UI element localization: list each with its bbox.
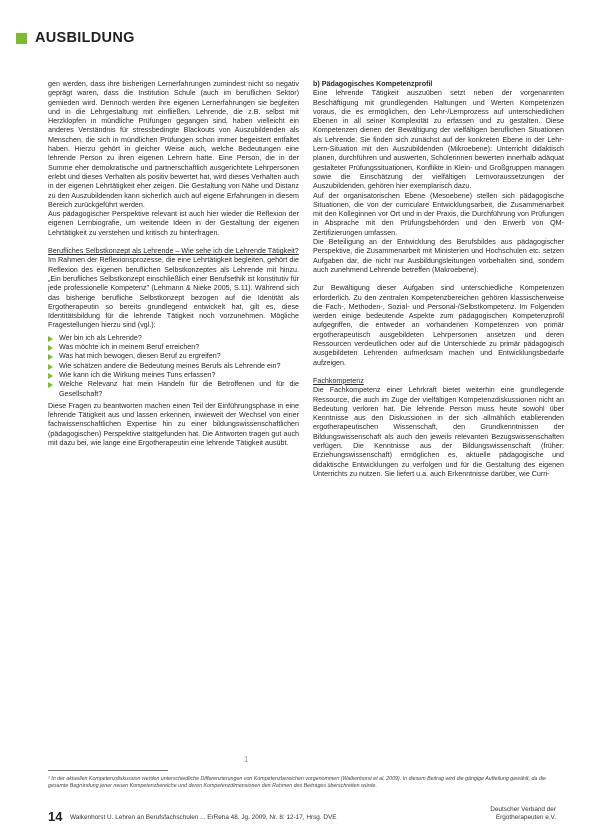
list-item: Wer bin ich als Lehrende? xyxy=(48,334,299,343)
triangle-bullet-icon xyxy=(48,364,53,370)
footnote-divider xyxy=(48,770,168,771)
association-name: Deutscher Verband der Ergotherapeuten e.V. xyxy=(490,806,556,821)
right-paragraph-5: Die Fachkompetenz einer Lehrkraft bietet weiterhin eine grundlegende Ressource, die auch im Zuge der vielfältigen Kompetenzdiskussionen nicht an Bedeutung verloren hat. Die lehrende Person muss heute sowohl über Kenntnisse aus den Diskussionen in der sich allmählich etablierenden ergotherapeutischen Wissenschaft, den Grundkenntnissen der Bildungswissenschaft als auch den jeweils relevanten Bezugswissenschaften verfügen. Die Kenntnisse aus der Bildungswissenschaft (früher: Erziehungswissenschaft) ermöglichen es, aktuelle pädagogische und didaktische Entwicklungen zu verfolgen und für die Gestaltung des eigenen Unterrichts zu nutzen. Sie liefert u.a. auch Erkenntnisse darüber, wie Curri- xyxy=(313,386,564,478)
right-paragraph-4: Zur Bewältigung dieser Aufgaben sind unterschiedliche Kompetenzen erforderlich. Zu den zentralen Kompetenzbereichen gehören klassischerweise die Fach-, Methoden-, Sozial- und Personal-/Selbstkompetenz. Im Folgenden werden einige bedeutende Aspekte zum pädagogischen Kompetenzprofil aufgegriffen, die entweder an vorhandenen Kompetenzen von primär ergotherapeutisch ausgebildeten Lehrpersonen ansetzen und deren Ressourcen verdeutlichen oder auf die Unterschiede zu primär pädagogisch ausgebildeten Lehrenden aufmerksam machen und Entwicklungsbedarfe aufzeigen. xyxy=(313,284,564,367)
left-paragraph-4: Diese Fragen zu beantworten machen einen Teil der Einführungsphase in eine lehrende Tätigkeit aus und lassen erkennen, inwieweit der Wechsel von einer fachwissenschaftlichen Expertise hin zu einer bildungswissenschaftlichen (pädagogischen) Perspektive stattgefunden hat. Die Antworten tragen gut auch mit dazu bei, wie lange eine Ergotherapeutin eine lehrende Tätigkeit ausübt. xyxy=(48,401,299,447)
triangle-bullet-icon xyxy=(48,373,53,379)
page-number: 14 xyxy=(48,809,63,824)
footer-citation: Walkenhorst U. Lehren an Berufsfachschulen ... ErReha 48. Jg. 2009, Nr. 8: 12-17, Hrsg. DVE xyxy=(70,814,337,821)
right-paragraph-3: Die Beteiligung an der Entwicklung des Berufsbildes aus pädagogischer Perspektive, die Zusammenarbeit mit Ministerien und Hochschulen etc. setzen Aufgaben dar, die nicht nur Ausbildungsleitungen vorbehalten sind, sondern auch zunehmend Lehrende betreffen (Makroebene). xyxy=(313,238,564,274)
left-column xyxy=(48,80,299,448)
left-paragraph-1: gen werden, dass ihre bisherigen Lernerfahrungen zumindest nicht so negativ geprägt waren, dass die Institution Schule (auch im beruflichen Sektor) gemieden wird. Dennoch werden ihre eigenen Lernerfahrungen sie begleiten und in die Lehrgestaltung mit einfließen. Lehrende, die z.B. selbst mit Herzklopfen in mündliche Prüfungen gegangen sind, haben vielleicht ein anderes Verständnis für stressbedingte Blackouts von Auszubildenden als Menschen, die sich in mündlichen Prüfungen schon immer begeistert entfaltet haben. Hierzu gehört in gleicher Weise auch, welche Bedeutungen eine lehrende Person zu ihren eigenen Lehrern hatte. Eine Person, die in der Summe eher demokratische und partnerschaftlich ausgerichtete Lehrpersonen erlebt und dieses Verhalten als positiv bewertet hat, wird dieses Verhalten auch in der eigenen Lehrtätigkeit eher zeigen. Die Gestaltung von Nähe und Distanz zu den Auszubildenden kann sicherlich auch auf eigene Erfahrungen in diesem Bereich zurückgeführt werden. xyxy=(48,80,299,209)
right-column xyxy=(313,80,564,479)
list-item: Was hat mich bewogen, diesen Beruf zu ergreifen? xyxy=(48,352,299,361)
fachkompetenz-heading: Fachkompetenz xyxy=(313,376,364,385)
right-heading: b) Pädagogisches Kompetenzprofil xyxy=(313,80,433,88)
left-paragraph-2: Aus pädagogischer Perspektive relevant ist auch hier wieder die Reflexion der eigenen Lernbiografie, um weitende Ideen in der Gestaltung der eigenen Lehrtätigkeit zu verstehen und kritisch zu hinterfragen. xyxy=(48,210,299,237)
section-title: AUSBILDUNG xyxy=(35,30,135,46)
triangle-bullet-icon xyxy=(48,354,53,360)
page-footer xyxy=(48,806,556,830)
left-paragraph-3: Im Rahmen der Reflexionsprozesse, die eine Lehrtätigkeit begleiten, gehört die Reflexion des eigenen beruflichen Selbstkonzeptes als Lehrende mit hinzu. „Ein berufliches Selbstkonzept einschließlich einer Berufsethik ist konstitutiv für jede professionelle Kompetenz" (Lehmann & Nieke 2005, S.11). Während sich das bisherige berufliche Selbstkonzept bezogen auf die Identität als Ergotherapeutin so bereits grundlegend entwickelt hat, gilt es, diese Identitätsbildung für die lehrende Tätigkeit noch vorzunehmen. Mögliche Fragestellungen hierzu sind (vgl.): xyxy=(48,256,299,330)
triangle-bullet-icon xyxy=(48,382,53,388)
right-paragraph-2: Auf der organisatorischen Ebene (Mesoebene) stellen sich pädagogische Situationen, die von der curriculare Entwicklungsarbeit, die Zusammenarbeit mit den Kolleginnen vor Ort und in der Praxis, die Durchführung von Prüfungen in Absprache mit den Prüfungsbehörden und den Erwerb von QM-Zertifizierungen umfassen. xyxy=(313,191,564,237)
triangle-bullet-icon xyxy=(48,336,53,342)
green-square-icon xyxy=(16,33,27,44)
list-item: Wie schätzen andere die Bedeutung meines Berufs als Lehrende ein? xyxy=(48,362,299,371)
right-paragraph-1: Eine lehrende Tätigkeit auszuüben setzt neben der vorgenannten Beschäftigung mit grundlegenden Haltungen und Werten Kompetenzen voraus, die es ermöglichen, den Lehr-/Lernprozess auf unterschiedlichen Ebenen in all seiner Komplexität zu erfassen und zu gestalten. Diese Kompetenzen dienen der Bewältigung der vielfältigen beruflichen Situationen als Lehrende. Sie finden sich zunächst auf der konkreten Ebene in der Lehr-Lern-Situation mit den Auszubildenden (Mikroebene): Unterricht didaktisch planen, durchführen und auswerten, Schülerinnen bewerten innerhalb adäquat gestalteter Prüfungssituationen, Konflikte in Klein- und Großgruppen managen sowie die Einschätzung der vielfältigen Lernvoraussetzungen der Auszubildenden, gehören hier exemplarisch dazu. xyxy=(313,89,564,191)
section-header xyxy=(16,30,135,46)
triangle-bullet-icon xyxy=(48,345,53,351)
list-item: Was möchte ich in meinem Beruf erreichen? xyxy=(48,343,299,352)
question-list xyxy=(48,334,299,399)
list-item: Welche Relevanz hat mein Handeln für die Betroffenen und für die Gesellschaft? xyxy=(48,380,299,399)
left-subheading: Berufliches Selbstkonzept als Lehrende – Wie sehe ich die Lehrende Tätigkeit? xyxy=(48,247,299,256)
list-item: Wie kann ich die Wirkung meines Tuns erfassen? xyxy=(48,371,299,380)
footnote: ¹ In der aktuellen Kompetenzdiskussion werden unterschiedliche Differenzierungen von Kompetenzbereichen vorgenommen (Walkenhorst et al. 2009). In diesem Beitrag wird die gängige Aufteilung gewählt, da die gesamte Begründung jener neuen Kompetenzbereiche und deren Kompetenzdimensionen den Rahmen des Beitrages überschreiten würde. xyxy=(48,776,546,789)
page-marker: 1 xyxy=(244,755,249,764)
